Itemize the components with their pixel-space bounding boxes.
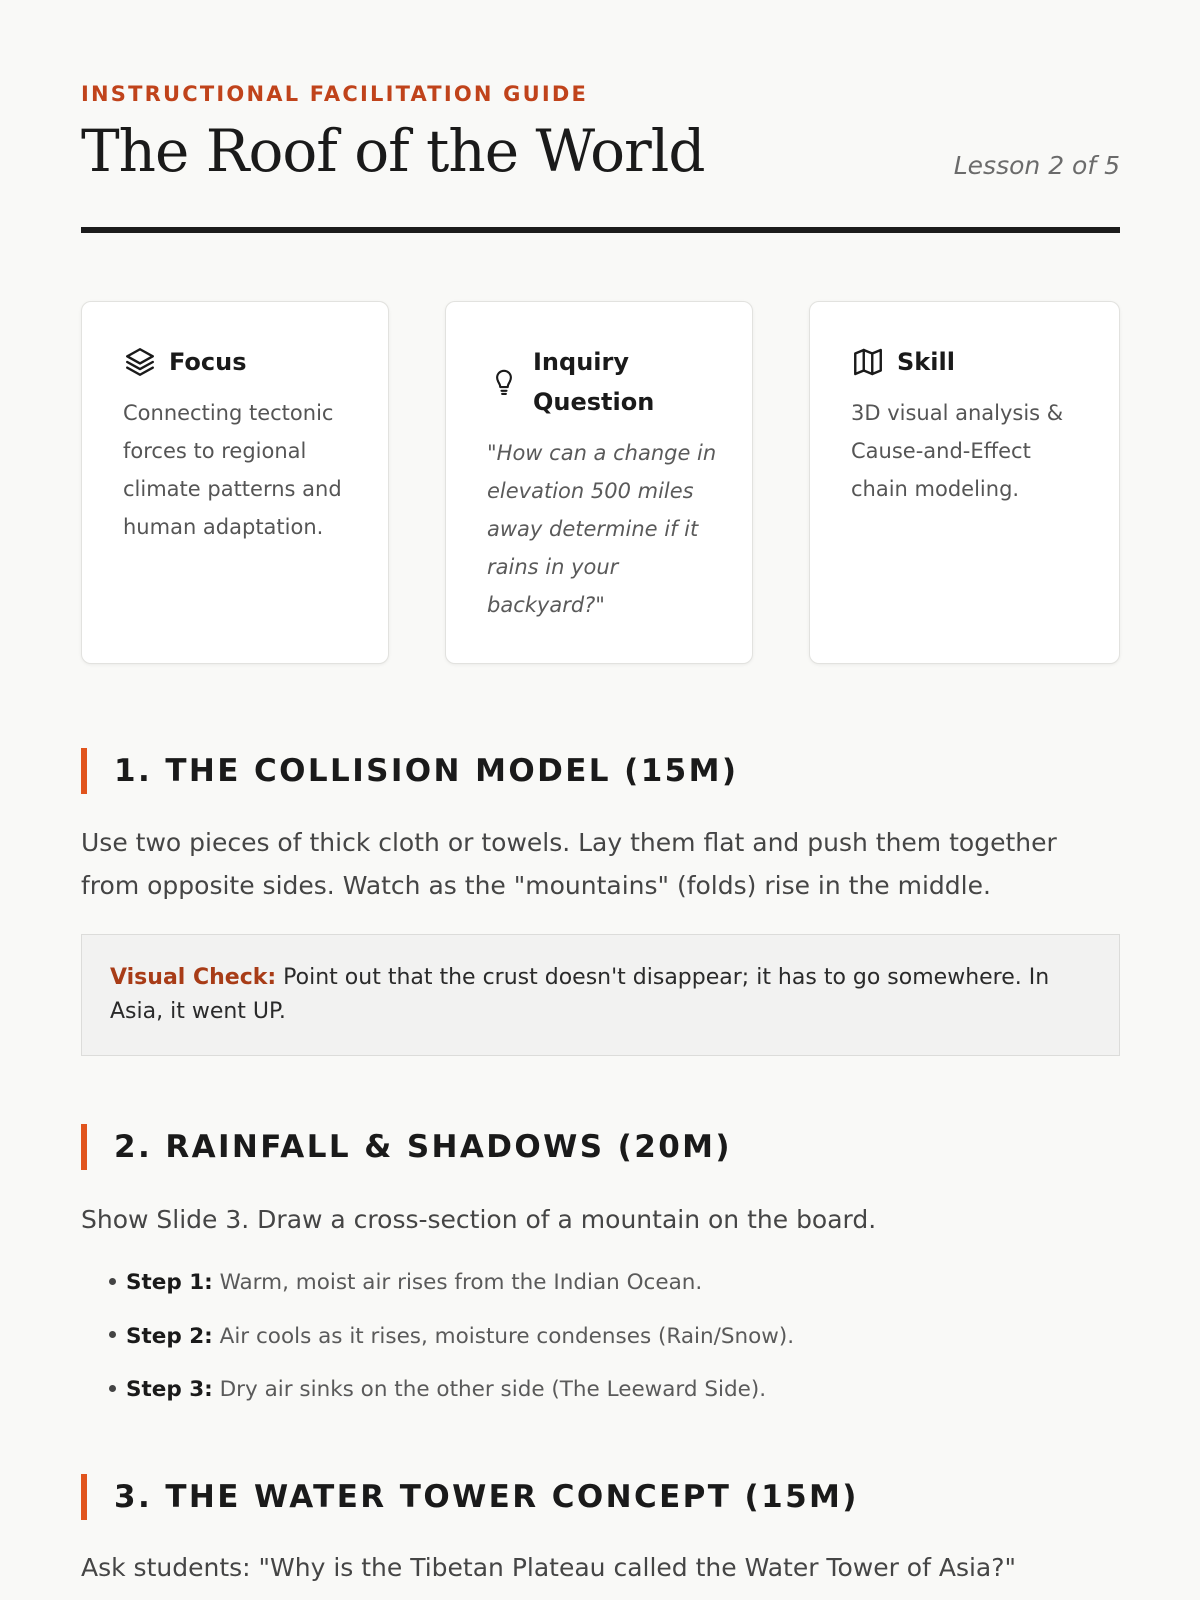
section-heading-rainfall bbox=[81, 1124, 732, 1170]
section-accent-bar bbox=[81, 1124, 87, 1170]
callout-text: Point out that the crust doesn't disappear; it has to go somewhere. In Asia, it went UP. bbox=[110, 965, 1050, 1024]
eyebrow-label: INSTRUCTIONAL FACILITATION GUIDE bbox=[81, 82, 589, 106]
callout-label: Visual Check: bbox=[110, 965, 277, 990]
skill-card-header bbox=[851, 342, 955, 382]
focus-card bbox=[81, 301, 389, 664]
section-title: 2. RAINFALL & SHADOWS (20M) bbox=[114, 1129, 733, 1165]
focus-card-header bbox=[123, 342, 247, 382]
header-divider bbox=[81, 227, 1120, 233]
focus-card-body: Connecting tectonic forces to regional climate patterns and human adaptation. bbox=[123, 401, 342, 539]
section-heading-collision bbox=[81, 748, 738, 794]
list-item bbox=[109, 1266, 794, 1320]
section-collision-text: Use two pieces of thick cloth or towels. Lay them flat and push them together from opposite sides. Watch as the "mountains" (folds) rise in the middle. bbox=[81, 828, 1057, 900]
inquiry-card bbox=[445, 301, 753, 664]
page-title: The Roof of the World bbox=[81, 117, 705, 185]
step-label: Step 1: bbox=[126, 1270, 213, 1295]
skill-card-body: 3D visual analysis & Cause-and-Effect chain modeling. bbox=[851, 401, 1064, 501]
step-label: Step 3: bbox=[126, 1377, 213, 1402]
list-item bbox=[109, 1373, 794, 1427]
rainfall-steps-list bbox=[109, 1266, 794, 1427]
skill-card bbox=[809, 301, 1120, 664]
section-rainfall-text: Show Slide 3. Draw a cross-section of a mountain on the board. bbox=[81, 1205, 877, 1234]
lesson-indicator: Lesson 2 of 5 bbox=[953, 151, 1120, 180]
visual-check-callout bbox=[81, 934, 1120, 1056]
bullet-dot bbox=[109, 1385, 116, 1392]
section-heading-water-tower bbox=[81, 1474, 859, 1520]
section-water-tower-text: Ask students: "Why is the Tibetan Plateau called the Water Tower of Asia?" bbox=[81, 1553, 1017, 1582]
inquiry-card-header bbox=[487, 342, 683, 422]
layers-icon bbox=[123, 345, 157, 379]
step-text: Dry air sinks on the other side (The Leeward Side). bbox=[212, 1377, 767, 1402]
bullet-dot bbox=[109, 1278, 116, 1285]
inquiry-card-body: "How can a change in elevation 500 miles away determine if it rains in your backyard?" bbox=[487, 441, 717, 617]
inquiry-card-title: Inquiry Question bbox=[533, 348, 655, 416]
skill-card-title: Skill bbox=[897, 348, 955, 376]
section-title: 3. THE WATER TOWER CONCEPT (15M) bbox=[114, 1479, 859, 1515]
section-accent-bar bbox=[81, 1474, 87, 1520]
step-label: Step 2: bbox=[126, 1323, 213, 1349]
lightbulb-icon bbox=[487, 365, 521, 399]
section-accent-bar bbox=[81, 748, 87, 794]
step-text: Warm, moist air rises from the Indian Ocean. bbox=[212, 1270, 703, 1295]
overview-cards bbox=[81, 301, 1120, 666]
list-item bbox=[109, 1320, 794, 1374]
map-icon bbox=[851, 345, 885, 379]
focus-card-title: Focus bbox=[169, 348, 247, 376]
bullet-dot bbox=[109, 1331, 116, 1338]
section-title: 1. THE COLLISION MODEL (15M) bbox=[114, 753, 739, 789]
step-text: Air cools as it rises, moisture condenses (Rain/Snow). bbox=[212, 1323, 795, 1349]
